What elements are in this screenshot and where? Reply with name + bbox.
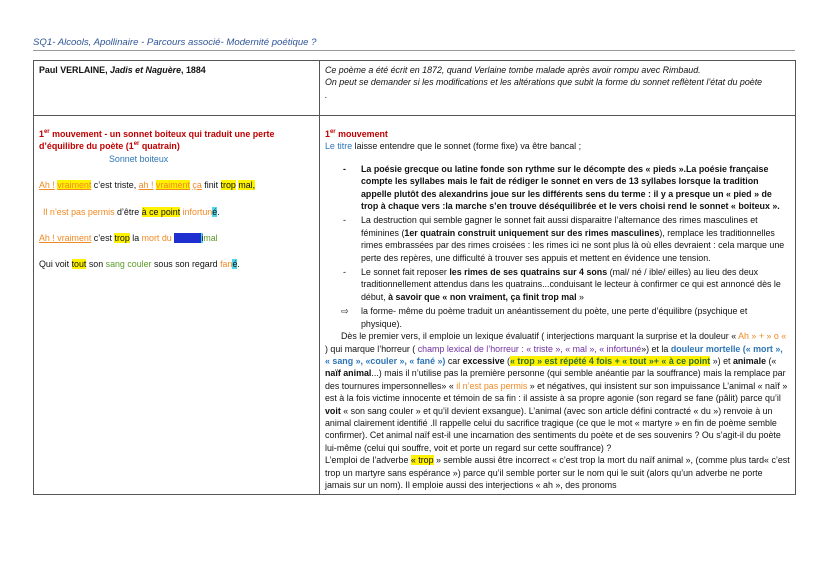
context-cell [320,61,796,116]
arrow-right-icon: ⇨ [341,306,349,317]
analysis-paragraph-2: L’emploi de l’adverbe « trop » semble aussi être incorrect « c’est trop la mort du naïf animal », (comme plus tard« c’est trop un martyre sans espérance ») parce qu’il semble porter sur le nom qui le suit (alors qu’un adverbe ne porte jamais sur un nom). Il emploie aussi des interjections « ah », des pronoms [325,455,790,490]
context-line-1: Ce poème a été écrit en 1872, quand Verlaine tombe malade après avoir rompu avec Rimbaud. [325,65,701,75]
problematic-end: . [325,89,328,100]
poem-reference-cell [34,61,320,116]
commentary-list [325,163,790,303]
commentary-movement-title: 1er mouvement [325,129,388,139]
work-title: Jadis et Naguère [110,65,182,75]
header-rule [33,50,795,51]
verse-line-3: Ah ! vraiment c’est trop la mort du naïf animal [39,233,218,244]
poem-reference: Paul VERLAINE, Jadis et Naguère, 1884 [39,65,206,75]
verse-line-4: Qui voit tout son sang couler sous son regard fané. [39,259,240,270]
movement-title: 1er mouvement - un sonnet boiteux qui traduit une perte d’équilibre du poète (1er quatrain) [39,129,275,152]
movement-subtitle: Sonnet boiteux [109,153,169,164]
list-item: - La destruction qui semble gagner le sonnet fait aussi disparaitre l’alternance des rimes masculines et féminines (1er quatrain construit uniquement sur des rimes masculines), remplace les traditionnelles rimes embrassées par des rimes croisées : les rimes ici ne sont plus là où elles devraient : cela marque une perte des repères, une difficulté à trouver ses appuis et mettent en évidence une tension. [325,214,790,264]
analysis-paragraph-1: Dès le premier vers, il emploie un lexique évaluatif ( interjections marquant la surprise et la douleur « Ah » + » o « ) qui marque l’horreur ( champ lexical de l’horreur : « triste », « mal », « infortuné») et la douleur mortelle (« mort », « sang », «couler », « fané ») car excessive (« trop » est répété 4 fois + « tout »+ « à ce point ») et animale (« naïf animal...) mais il n’utilise pas la première personne (qui semble anéantie par la souffrance) mais la remplace par des tournures impersonnelles» « il n’est pas permis » et négatives, qui insistent sur son impuissance L’animal « naïf » est à la fois victime innocente et témoin de sa fin : il assiste à sa propre agonie (son regard se fane (pâlit) parce qu’il voit « son sang couler » et qu’il devient exsangue). L’animal (avec son article défini contracté « du ») renvoie à un animal clairement identifié .Il rappelle celui du sacrifice tragique (ce que le mot « martyre » en fin de poème semble confirmer). Cet animal naïf est-il une incarnation des sentiments du poète et de ses souvenirs ? Ou s’agit-il du poète lui-même (celui qui souffre, voit et porte un regard sur cette souffrance) ? [325,331,788,453]
verse-line-1: Ah ! vraiment c’est triste, ah ! vraiment ça finit trop mal, [39,180,256,191]
table-row [34,116,796,495]
poem-text-cell [34,116,320,495]
problematic-line: On peut se demander si les modifications et les altérations que subit la forme du sonnet reflètent l’état du poète [325,77,763,88]
table-row [34,61,796,116]
commentary-cell [320,116,796,495]
commentary-intro: Le titre laisse entendre que le sonnet (forme fixe) va être bancal ; [325,141,582,152]
page-header-title: SQ1- Alcools, Apollinaire - Parcours associé- Modernité poétique ? [33,37,317,48]
list-item: - La poésie grecque ou latine fonde son rythme sur le décompte des « pieds ».La poésie française compte les syllabes mais le fait de rédiger le sonnet en vers de 13 syllabes lorsque la tradition appelle plutôt des alexandrins joue sur les différents sens du terme : il y a presque un « pied » de trop à chaque vers :la marche s’en trouve déséquilibrée et le vers choisi rend le sonnet « boiteux ». [325,163,790,213]
analysis-table [33,60,796,495]
verse-line-2: Il n’est pas permis d’être à ce point infortuné. [43,206,220,217]
conclusion-arrow-item: ⇨ la forme- même du poème traduit un anéantissement du poète, une perte d’équilibre (psychique et physique). [341,306,748,329]
list-item: - Le sonnet fait reposer les rimes de ses quatrains sur 4 sons (mal/ né / ible/ eilles) au lieu des deux traditionnellement attendus dans les quatrains...conduisant le lecteur à confirmer ce qui est annoncé dès le début, à savoir que « non vraiment, ça finit trop mal » [325,266,790,303]
